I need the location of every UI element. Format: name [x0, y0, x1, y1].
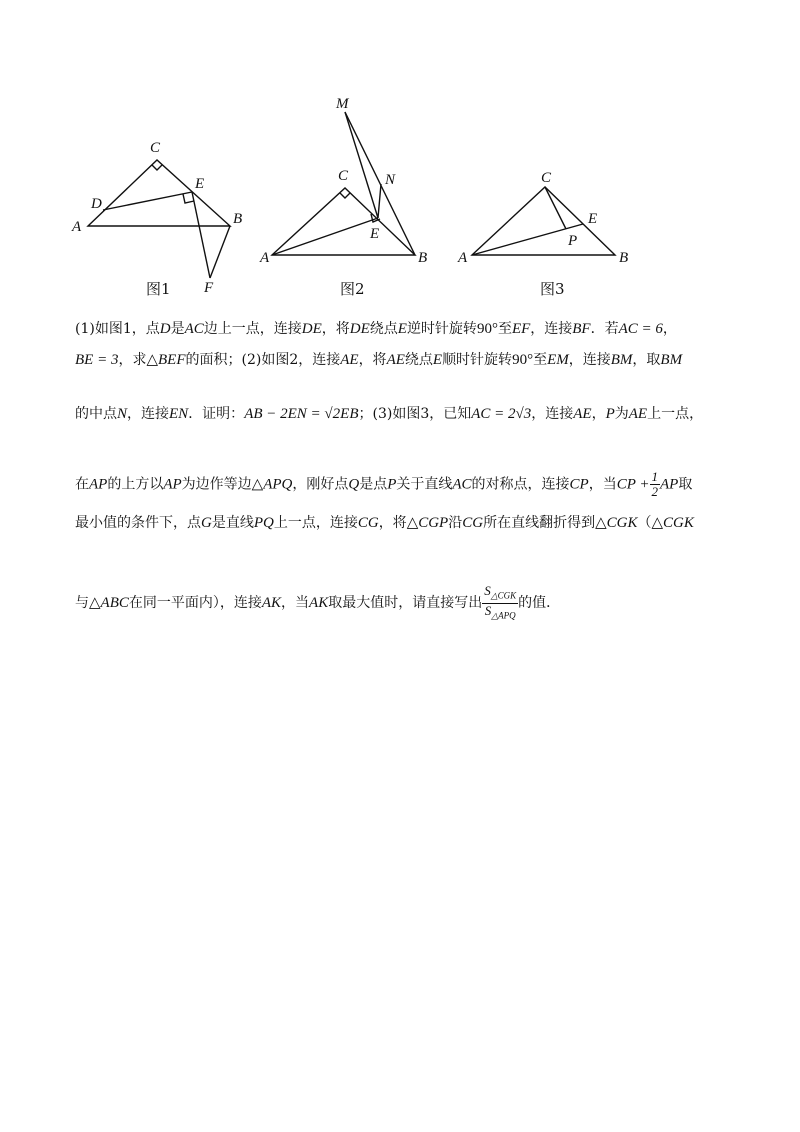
math-cg: CG	[357, 515, 379, 531]
math-triangle-cgp: △CGP	[406, 515, 449, 531]
text: ，连接	[531, 406, 574, 422]
text: ，连接	[568, 352, 611, 368]
fig2-segment-ae	[272, 218, 378, 255]
fraction-numerator: 1	[651, 469, 658, 484]
text: ．若	[590, 321, 619, 337]
math-90-deg: 90°	[476, 321, 498, 337]
math-bm: BM	[610, 352, 633, 368]
text: 在同一平面内），连接	[128, 595, 262, 612]
problem-line-6	[75, 584, 560, 622]
ratio-denominator	[482, 604, 518, 623]
fig3-label-e: E	[588, 211, 598, 227]
text: 至	[497, 321, 512, 337]
fraction-denominator: 2	[651, 484, 658, 499]
fig1-label-d: D	[91, 196, 102, 212]
text: 沿	[448, 515, 463, 531]
fig3-caption: 图3	[540, 280, 565, 298]
text: 的中点	[75, 406, 117, 422]
math-em: EM	[547, 352, 569, 368]
text: 为边作等边	[181, 476, 252, 493]
text: 边上一点，连接	[203, 321, 302, 337]
math-be-eq-3: BE = 3	[75, 352, 119, 368]
text: 顺时针旋转	[442, 352, 513, 368]
math-e: E	[432, 352, 443, 368]
fig1-label-e: E	[195, 176, 205, 192]
text: 为	[614, 406, 629, 422]
fig2-label-c: C	[338, 168, 349, 184]
text: ．证明：	[188, 406, 245, 422]
fig1-label-c: C	[150, 140, 161, 156]
fig3-label-b: B	[619, 250, 629, 266]
fig2-segment-bm	[345, 112, 415, 255]
subscript-apq: △APQ	[491, 610, 516, 621]
text: 在	[75, 476, 89, 493]
text: ，刚好点	[292, 476, 349, 493]
text: ，	[591, 406, 606, 422]
math-n: N	[117, 406, 128, 422]
fig2-label-n: N	[385, 172, 396, 188]
fig1-triangle-abc	[88, 160, 230, 226]
math-g: G	[201, 515, 212, 531]
math-de: DE	[349, 321, 370, 337]
text: ，当	[281, 595, 310, 612]
text: ，	[662, 321, 677, 337]
text: 逆时针旋转	[406, 321, 477, 337]
fig1-label-f: F	[204, 280, 214, 296]
math-ef: EF	[511, 321, 531, 337]
math-ae: AE	[628, 406, 648, 422]
problem-line-3	[75, 405, 703, 423]
math-ac-eq-6: AC = 6	[618, 321, 663, 337]
text: ，取	[632, 352, 661, 368]
fig1-segment-de	[103, 192, 192, 210]
text: （	[637, 515, 652, 531]
math-d: D	[159, 321, 171, 337]
text: ；(3)如图3，已知	[358, 406, 472, 422]
text: 上一点，	[647, 406, 704, 422]
text: 关于直线	[396, 476, 453, 493]
math-ac: AC	[184, 321, 204, 337]
math-ac-eq-2root3: AC = 2√3	[471, 406, 532, 422]
text: 绕点	[369, 321, 398, 337]
problem-line-1	[75, 320, 677, 338]
math-triangle-apq: △APQ	[251, 476, 293, 493]
fig2-triangle-abc	[272, 188, 415, 255]
math-ak: AK	[261, 595, 282, 612]
math-triangle-cgk: △CGK	[651, 515, 694, 531]
fig3-label-p: P	[568, 233, 578, 249]
subscript-cgk: △CGK	[490, 590, 517, 601]
text: ，当	[588, 476, 617, 493]
math-triangle-bef: △BEF	[146, 352, 186, 368]
text: ，求	[118, 352, 147, 368]
fig3-label-c: C	[541, 170, 552, 186]
text: 最小值的条件下，点	[75, 515, 201, 531]
math-ap: AP	[89, 476, 108, 493]
text: 与	[75, 595, 89, 612]
s-symbol: S	[484, 583, 491, 598]
math-q: Q	[348, 476, 360, 493]
fig2-label-m: M	[336, 96, 349, 112]
math-fraction-half	[650, 470, 661, 499]
math-ap: AP	[660, 476, 679, 493]
math-e: E	[397, 321, 407, 337]
problem-line-4	[75, 470, 692, 499]
math-de: DE	[301, 321, 322, 337]
text: 绕点	[404, 352, 433, 368]
s-symbol: S	[484, 602, 492, 618]
math-ae: AE	[573, 406, 592, 422]
math-cg: CG	[462, 515, 484, 531]
math-cp-plus: CP +	[616, 476, 650, 493]
fig2-right-angle-c	[340, 193, 350, 198]
math-cp: CP	[569, 476, 589, 493]
fig1-label-b: B	[233, 211, 243, 227]
math-pq: PQ	[253, 515, 274, 531]
figures-panel	[0, 0, 800, 310]
text: ，连接	[530, 321, 573, 337]
text: ，将	[378, 515, 407, 531]
math-equation-proof: AB − 2EN = √2EB	[244, 406, 359, 422]
math-en: EN	[169, 406, 189, 422]
problem-line-5	[75, 514, 694, 532]
math-bf: BF	[572, 321, 591, 337]
text: 至	[533, 352, 548, 368]
math-90-deg: 90°	[512, 352, 534, 368]
text: 的面积；(2)如图2，连接	[185, 352, 341, 368]
text: ，将	[321, 321, 350, 337]
math-ac: AC	[452, 476, 472, 493]
fig1-label-a: A	[72, 219, 82, 235]
text: (1)如图1，点	[75, 321, 160, 337]
fig3-segment-cp	[545, 187, 566, 229]
fig2-label-e: E	[370, 226, 380, 242]
math-ap: AP	[163, 476, 182, 493]
math-ae: AE	[386, 352, 405, 368]
ratio-numerator	[482, 584, 518, 604]
math-bm: BM	[660, 352, 683, 368]
fig2-segment-em	[345, 112, 378, 218]
fig2-label-b: B	[418, 250, 428, 266]
math-p: P	[387, 476, 397, 493]
problem-line-2	[75, 351, 682, 369]
text: 是直线	[211, 515, 254, 531]
math-ae: AE	[340, 352, 359, 368]
math-triangle-cgk: △CGK	[595, 515, 638, 531]
text: ，将	[358, 352, 387, 368]
fig1-right-angle-c	[152, 165, 162, 170]
math-area-ratio	[482, 584, 518, 622]
text: ，连接	[127, 406, 170, 422]
fig2-label-a: A	[260, 250, 270, 266]
fig1-caption: 图1	[146, 280, 171, 298]
math-triangle-abc: △ABC	[89, 595, 129, 612]
text: 是点	[359, 476, 388, 493]
text: 所在直线翻折得到	[483, 515, 596, 531]
text: 上一点，连接	[273, 515, 358, 531]
fig3-label-a: A	[458, 250, 468, 266]
text: 的对称点，连接	[471, 476, 570, 493]
fig1-segment-bf	[210, 226, 230, 278]
math-ak: AK	[309, 595, 329, 612]
figure-1	[88, 160, 230, 278]
fig2-caption: 图2	[340, 280, 365, 298]
text: 的值．	[518, 595, 561, 612]
text: 是	[170, 321, 185, 337]
math-p: P	[605, 406, 615, 422]
fig2-segment-en	[378, 184, 381, 218]
text: 取	[678, 476, 693, 493]
text: 的上方以	[107, 476, 164, 493]
text: 取最大值时，请直接写出	[328, 595, 483, 612]
